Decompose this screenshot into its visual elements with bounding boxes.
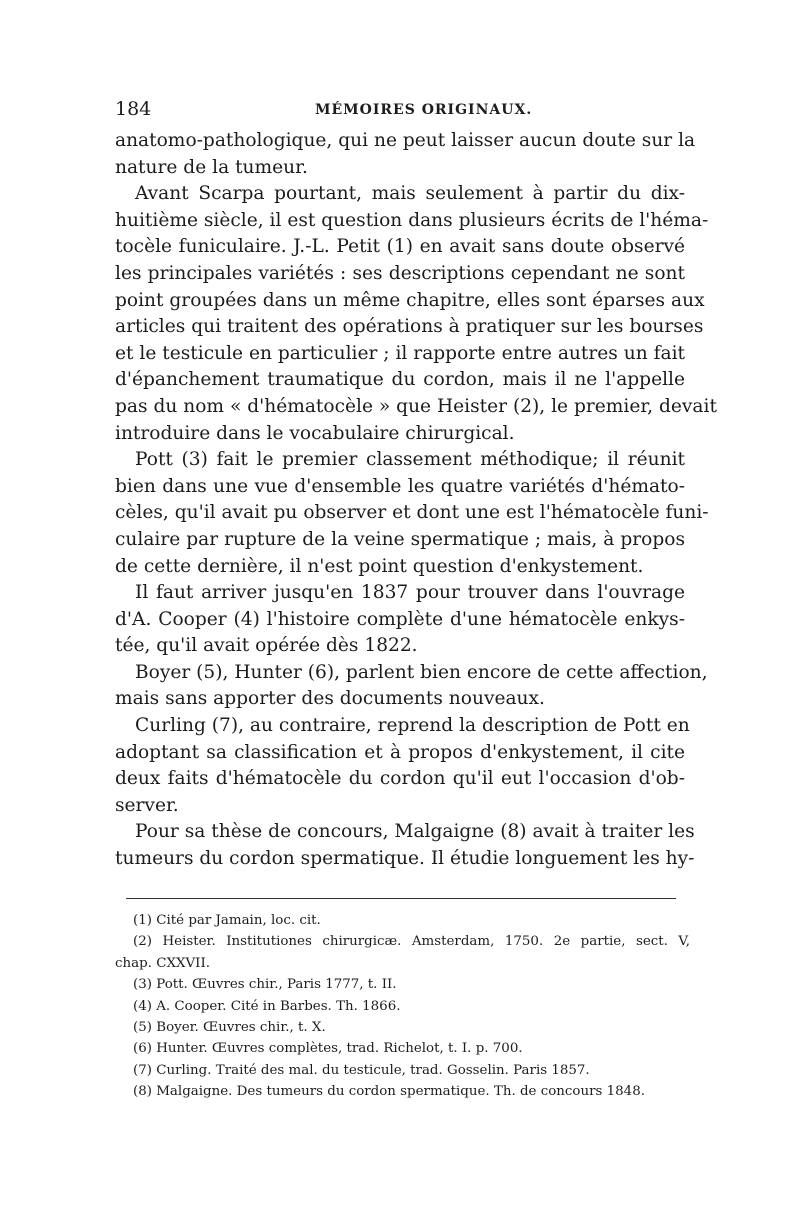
running-title: MÉMOIRES ORIGINAUX. [315, 102, 533, 118]
text-line: et le testicule en particulier ; il rapporte entre autres un fait [115, 342, 685, 364]
text-line: deux faits d'hématocèle du cordon qu'il eut l'occasion d'ob- [115, 768, 685, 790]
body-text [115, 128, 717, 873]
text-line: Pour sa thèse de concours, Malgaigne (8) avait à traiter les [135, 821, 695, 843]
text-line: anatomo-pathologique, qui ne peut laisser aucun doute sur la [115, 130, 696, 151]
text-line: articles qui traitent des opérations à pratiquer sur les bourses [115, 316, 704, 338]
footnote: (5) Boyer. Œuvres chir., t. X. [133, 1019, 326, 1035]
text-line: Boyer (5), Hunter (6), parlent bien encore de cette affection, [135, 661, 708, 683]
text-line: tée, qu'il avait opérée dès 1822. [115, 635, 418, 657]
text-line: bien dans une vue d'ensemble les quatre variétés d'hémato- [115, 475, 685, 497]
text-line: tumeurs du cordon spermatique. Il étudie longuement les hy- [115, 848, 695, 870]
text-line: Il faut arriver jusqu'en 1837 pour trouver dans l'ouvrage [135, 582, 685, 604]
page-header [115, 98, 685, 126]
text-line: de cette dernière, il n'est point question d'enkystement. [115, 555, 644, 577]
text-line: adoptant sa classification et à propos d'enkystement, il cite [115, 741, 685, 763]
footnote: (7) Curling. Traité des mal. du testicule, trad. Gosselin. Paris 1857. [133, 1062, 590, 1078]
text-line: pas du nom « d'hématocèle » que Heister (2), le premier, devait [115, 395, 717, 417]
footnote: (1) Cité par Jamain, loc. cit. [133, 913, 321, 928]
text-line: huitième siècle, il est question dans plusieurs écrits de l'héma- [115, 209, 709, 231]
text-line: culaire par rupture de la veine spermatique ; mais, à propos [115, 528, 685, 550]
page-number: 184 [115, 98, 152, 120]
text-line: Curling (7), au contraire, reprend la description de Pott en [135, 715, 690, 737]
footnote: (6) Hunter. Œuvres complètes, trad. Richelot, t. I. p. 700. [133, 1041, 523, 1057]
text-line: introduire dans le vocabulaire chirurgical. [115, 422, 515, 444]
footnote: (8) Malgaigne. Des tumeurs du cordon spermatique. Th. de concours 1848. [133, 1084, 645, 1100]
text-line: mais sans apporter des documents nouveaux. [115, 688, 545, 710]
text-line: point groupées dans un même chapitre, elles sont éparses aux [115, 289, 705, 311]
footnote: (4) A. Cooper. Cité in Barbes. Th. 1866. [133, 998, 401, 1014]
footnotes [115, 910, 690, 1103]
footnote-divider [126, 898, 676, 899]
text-line: Pott (3) fait le premier classement méthodique; il réunit [135, 449, 685, 471]
text-line: nature de la tumeur. [115, 156, 308, 178]
footnote: (2) Heister. Institutiones chirurgicæ. Amsterdam, 1750. 2e partie, sect. V, [133, 934, 690, 950]
text-line: tocèle funiculaire. J.-L. Petit (1) en avait sans doute observé [115, 236, 685, 258]
text-line: cèles, qu'il avait pu observer et dont une est l'hématocèle funi- [115, 502, 709, 524]
footnote: (3) Pott. Œuvres chir., Paris 1777, t. II. [133, 977, 397, 993]
text-line: les principales variétés : ses descriptions cependant ne sont [115, 262, 685, 284]
text-line: d'A. Cooper (4) l'histoire complète d'une hématocèle enkys- [115, 608, 685, 630]
text-line: d'épanchement traumatique du cordon, mais il ne l'appelle [115, 369, 685, 391]
text-line: server. [115, 794, 179, 816]
footnote: chap. CXXVII. [115, 955, 211, 971]
text-line: Avant Scarpa pourtant, mais seulement à partir du dix- [135, 183, 685, 205]
